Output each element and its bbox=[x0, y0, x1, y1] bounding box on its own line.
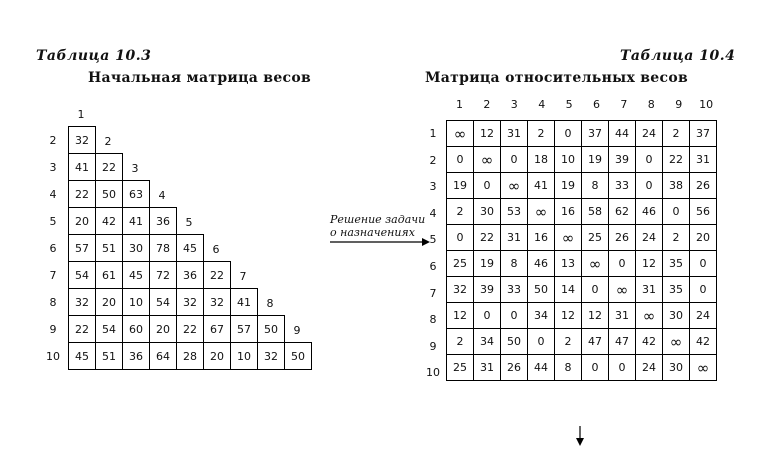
matrix-cell: 62 bbox=[609, 199, 636, 225]
matrix-cell: 10 bbox=[555, 147, 582, 173]
matrix-cell: 26 bbox=[690, 173, 717, 199]
table-row bbox=[447, 251, 717, 277]
matrix-cell: 38 bbox=[663, 173, 690, 199]
matrix-cell: ∞ bbox=[447, 121, 474, 147]
column-label: 7 bbox=[620, 98, 628, 111]
matrix-cell: 0 bbox=[474, 303, 501, 329]
matrix-cell: 30 bbox=[663, 355, 690, 381]
column-label: 7 bbox=[239, 270, 247, 283]
matrix-cell: ∞ bbox=[555, 225, 582, 251]
down-arrow-icon bbox=[574, 426, 586, 446]
matrix-cell: 54 bbox=[150, 289, 177, 316]
matrix-cell: 8 bbox=[501, 251, 528, 277]
table-row bbox=[69, 127, 312, 154]
column-label: 8 bbox=[266, 297, 274, 310]
matrix-cell: 0 bbox=[663, 199, 690, 225]
table-row bbox=[447, 121, 717, 147]
table-10-4-caption: Таблица 10.4 bbox=[620, 48, 736, 64]
matrix-cell: 12 bbox=[582, 303, 609, 329]
table-row bbox=[447, 355, 717, 381]
row-label: 7 bbox=[49, 269, 57, 282]
table-row bbox=[69, 343, 312, 370]
matrix-cell: 0 bbox=[447, 225, 474, 251]
row-label: 2 bbox=[49, 134, 57, 147]
matrix-cell: 57 bbox=[69, 235, 96, 262]
table-row bbox=[447, 147, 717, 173]
column-label: 1 bbox=[77, 108, 85, 121]
matrix-cell: 24 bbox=[690, 303, 717, 329]
matrix-cell: 0 bbox=[636, 173, 663, 199]
matrix-cell: 0 bbox=[636, 147, 663, 173]
matrix-cell: 0 bbox=[582, 355, 609, 381]
table-row bbox=[69, 154, 312, 181]
row-label: 10 bbox=[426, 366, 440, 380]
row-label: 8 bbox=[429, 313, 437, 327]
matrix-cell: 8 bbox=[582, 173, 609, 199]
matrix-cell: 67 bbox=[204, 316, 231, 343]
matrix-cell: 0 bbox=[528, 329, 555, 355]
row-label: 4 bbox=[49, 188, 57, 201]
matrix-cell: 0 bbox=[609, 251, 636, 277]
matrix-cell: 19 bbox=[582, 147, 609, 173]
table-row bbox=[69, 181, 312, 208]
row-label: 9 bbox=[49, 323, 57, 336]
matrix-cell: 32 bbox=[204, 289, 231, 316]
matrix-cell: 32 bbox=[258, 343, 285, 370]
matrix-cell: 44 bbox=[609, 121, 636, 147]
matrix-cell: 36 bbox=[123, 343, 150, 370]
matrix-cell: 34 bbox=[528, 303, 555, 329]
table-10-3-caption: Таблица 10.3 bbox=[36, 48, 152, 64]
row-label: 6 bbox=[49, 242, 57, 255]
row-label: 8 bbox=[49, 296, 57, 309]
matrix-cell: 58 bbox=[582, 199, 609, 225]
table-10-3-title: Начальная матрица весов bbox=[88, 70, 312, 86]
right-arrow-icon bbox=[330, 236, 430, 248]
matrix-cell: 42 bbox=[690, 329, 717, 355]
matrix-cell: 32 bbox=[177, 289, 204, 316]
column-label: 1 bbox=[456, 98, 463, 111]
matrix-cell: 19 bbox=[474, 251, 501, 277]
column-label: 3 bbox=[131, 162, 139, 175]
initial-weight-matrix bbox=[68, 126, 312, 370]
table-row bbox=[69, 262, 312, 289]
matrix-cell: ∞ bbox=[528, 199, 555, 225]
matrix-cell: 2 bbox=[528, 121, 555, 147]
column-label: 9 bbox=[293, 324, 301, 337]
matrix-cell: 39 bbox=[609, 147, 636, 173]
matrix-cell: 22 bbox=[96, 154, 123, 181]
matrix-cell: 46 bbox=[636, 199, 663, 225]
matrix-cell: 33 bbox=[609, 173, 636, 199]
matrix-cell: 26 bbox=[501, 355, 528, 381]
matrix-cell: 50 bbox=[258, 316, 285, 343]
matrix-cell: 51 bbox=[96, 343, 123, 370]
matrix-cell: 47 bbox=[582, 329, 609, 355]
relative-weight-matrix bbox=[446, 120, 717, 381]
matrix-cell: 30 bbox=[123, 235, 150, 262]
matrix-cell: 47 bbox=[609, 329, 636, 355]
matrix-cell: 14 bbox=[555, 277, 582, 303]
matrix-cell: 42 bbox=[636, 329, 663, 355]
arrow-label-line1: Решение задачи bbox=[330, 213, 426, 226]
matrix-cell: 22 bbox=[663, 147, 690, 173]
matrix-cell: ∞ bbox=[636, 303, 663, 329]
matrix-cell: 50 bbox=[96, 181, 123, 208]
matrix-cell: 0 bbox=[582, 277, 609, 303]
table-row bbox=[69, 316, 312, 343]
table-row bbox=[447, 225, 717, 251]
matrix-cell: 22 bbox=[69, 316, 96, 343]
table-10-4-title: Матрица относительных весов bbox=[425, 70, 688, 86]
matrix-cell: 12 bbox=[474, 121, 501, 147]
column-label: 4 bbox=[158, 189, 166, 202]
matrix-cell: 31 bbox=[690, 147, 717, 173]
matrix-cell: 72 bbox=[150, 262, 177, 289]
matrix-cell: 10 bbox=[123, 289, 150, 316]
matrix-cell: 12 bbox=[447, 303, 474, 329]
matrix-cell: 39 bbox=[474, 277, 501, 303]
matrix-cell: 2 bbox=[447, 199, 474, 225]
matrix-cell: 20 bbox=[204, 343, 231, 370]
row-label: 1 bbox=[429, 127, 437, 140]
matrix-cell: 32 bbox=[69, 127, 96, 154]
row-label: 7 bbox=[429, 286, 437, 300]
matrix-cell: ∞ bbox=[663, 329, 690, 355]
matrix-cell: 34 bbox=[474, 329, 501, 355]
table-row bbox=[447, 173, 717, 199]
column-label: 2 bbox=[104, 135, 112, 148]
matrix-cell: 19 bbox=[555, 173, 582, 199]
matrix-cell: 10 bbox=[231, 343, 258, 370]
matrix-cell: 50 bbox=[501, 329, 528, 355]
column-label: 8 bbox=[647, 98, 655, 111]
matrix-cell: 37 bbox=[690, 121, 717, 147]
matrix-cell: 20 bbox=[69, 208, 96, 235]
matrix-cell: 2 bbox=[447, 329, 474, 355]
matrix-cell: 25 bbox=[447, 355, 474, 381]
matrix-cell: 56 bbox=[690, 199, 717, 225]
row-label: 2 bbox=[429, 153, 437, 167]
matrix-cell: 30 bbox=[474, 199, 501, 225]
matrix-cell: 45 bbox=[123, 262, 150, 289]
matrix-cell: 22 bbox=[69, 181, 96, 208]
matrix-cell: 20 bbox=[690, 225, 717, 251]
matrix-cell: 41 bbox=[528, 173, 555, 199]
matrix-cell: 0 bbox=[501, 303, 528, 329]
matrix-cell: 22 bbox=[177, 316, 204, 343]
matrix-cell: 20 bbox=[96, 289, 123, 316]
matrix-cell: 18 bbox=[528, 147, 555, 173]
matrix-cell: 37 bbox=[582, 121, 609, 147]
row-label: 3 bbox=[49, 161, 57, 174]
matrix-cell: 25 bbox=[582, 225, 609, 251]
matrix-cell: 50 bbox=[528, 277, 555, 303]
matrix-cell: 22 bbox=[474, 225, 501, 251]
matrix-cell: 0 bbox=[474, 173, 501, 199]
matrix-cell: 60 bbox=[123, 316, 150, 343]
matrix-cell: 8 bbox=[555, 355, 582, 381]
matrix-cell: 35 bbox=[663, 277, 690, 303]
column-label: 6 bbox=[593, 98, 600, 111]
matrix-cell: 31 bbox=[501, 121, 528, 147]
matrix-cell: 36 bbox=[177, 262, 204, 289]
matrix-cell: 12 bbox=[636, 251, 663, 277]
matrix-cell: 32 bbox=[69, 289, 96, 316]
matrix-cell: 0 bbox=[501, 147, 528, 173]
column-label: 2 bbox=[483, 98, 491, 111]
matrix-cell: 0 bbox=[690, 277, 717, 303]
matrix-cell: 0 bbox=[555, 121, 582, 147]
matrix-cell: 54 bbox=[69, 262, 96, 289]
column-label: 3 bbox=[510, 98, 518, 111]
matrix-cell: 31 bbox=[636, 277, 663, 303]
matrix-cell: 53 bbox=[501, 199, 528, 225]
matrix-cell: 26 bbox=[609, 225, 636, 251]
table-row bbox=[69, 289, 312, 316]
matrix-cell: 51 bbox=[96, 235, 123, 262]
matrix-cell: 54 bbox=[96, 316, 123, 343]
matrix-cell: 25 bbox=[447, 251, 474, 277]
matrix-cell: 20 bbox=[150, 316, 177, 343]
matrix-cell: 33 bbox=[501, 277, 528, 303]
matrix-cell: 31 bbox=[474, 355, 501, 381]
row-label: 9 bbox=[429, 339, 437, 353]
column-label: 4 bbox=[538, 98, 546, 111]
matrix-cell: 57 bbox=[231, 316, 258, 343]
matrix-cell: 31 bbox=[609, 303, 636, 329]
matrix-cell: ∞ bbox=[609, 277, 636, 303]
row-label: 5 bbox=[49, 215, 57, 228]
row-label: 5 bbox=[429, 233, 437, 247]
matrix-cell: 0 bbox=[447, 147, 474, 173]
matrix-cell: 45 bbox=[177, 235, 204, 262]
matrix-cell: 46 bbox=[528, 251, 555, 277]
matrix-cell: 36 bbox=[150, 208, 177, 235]
matrix-cell: 16 bbox=[528, 225, 555, 251]
table-row bbox=[69, 235, 312, 262]
matrix-cell: 24 bbox=[636, 121, 663, 147]
arrow-label-line2: о назначениях bbox=[330, 226, 415, 239]
matrix-cell: 45 bbox=[69, 343, 96, 370]
matrix-cell: ∞ bbox=[690, 355, 717, 381]
matrix-cell: 28 bbox=[177, 343, 204, 370]
matrix-cell: 12 bbox=[555, 303, 582, 329]
matrix-cell: 19 bbox=[447, 173, 474, 199]
matrix-cell: 78 bbox=[150, 235, 177, 262]
column-label: 10 bbox=[699, 98, 714, 111]
table-row bbox=[69, 208, 312, 235]
matrix-cell: 30 bbox=[663, 303, 690, 329]
column-label: 5 bbox=[185, 216, 193, 229]
column-label: 6 bbox=[212, 243, 220, 256]
matrix-cell: 2 bbox=[663, 121, 690, 147]
matrix-cell: 41 bbox=[123, 208, 150, 235]
matrix-cell: ∞ bbox=[501, 173, 528, 199]
matrix-cell: 64 bbox=[150, 343, 177, 370]
matrix-cell: 41 bbox=[231, 289, 258, 316]
matrix-cell: 0 bbox=[609, 355, 636, 381]
table-row bbox=[447, 329, 717, 355]
matrix-cell: 16 bbox=[555, 199, 582, 225]
row-label: 4 bbox=[429, 206, 437, 220]
column-label: 5 bbox=[565, 98, 573, 111]
row-label: 3 bbox=[429, 180, 437, 194]
matrix-cell: 13 bbox=[555, 251, 582, 277]
table-row bbox=[447, 303, 717, 329]
matrix-cell: 31 bbox=[501, 225, 528, 251]
matrix-cell: 41 bbox=[69, 154, 96, 181]
matrix-cell: ∞ bbox=[474, 147, 501, 173]
matrix-cell: 2 bbox=[663, 225, 690, 251]
matrix-cell: 0 bbox=[690, 251, 717, 277]
table-row bbox=[447, 277, 717, 303]
matrix-cell: 22 bbox=[204, 262, 231, 289]
matrix-cell: 2 bbox=[555, 329, 582, 355]
matrix-cell: 35 bbox=[663, 251, 690, 277]
matrix-cell: 24 bbox=[636, 225, 663, 251]
row-label: 10 bbox=[46, 350, 60, 363]
row-label: 6 bbox=[429, 260, 437, 273]
column-label: 9 bbox=[675, 98, 683, 111]
matrix-cell: 42 bbox=[96, 208, 123, 235]
matrix-cell: 50 bbox=[285, 343, 312, 370]
matrix-cell: 32 bbox=[447, 277, 474, 303]
table-row bbox=[447, 199, 717, 225]
matrix-cell: 24 bbox=[636, 355, 663, 381]
matrix-cell: 61 bbox=[96, 262, 123, 289]
matrix-cell: 44 bbox=[528, 355, 555, 381]
matrix-cell: ∞ bbox=[582, 251, 609, 277]
matrix-cell: 63 bbox=[123, 181, 150, 208]
